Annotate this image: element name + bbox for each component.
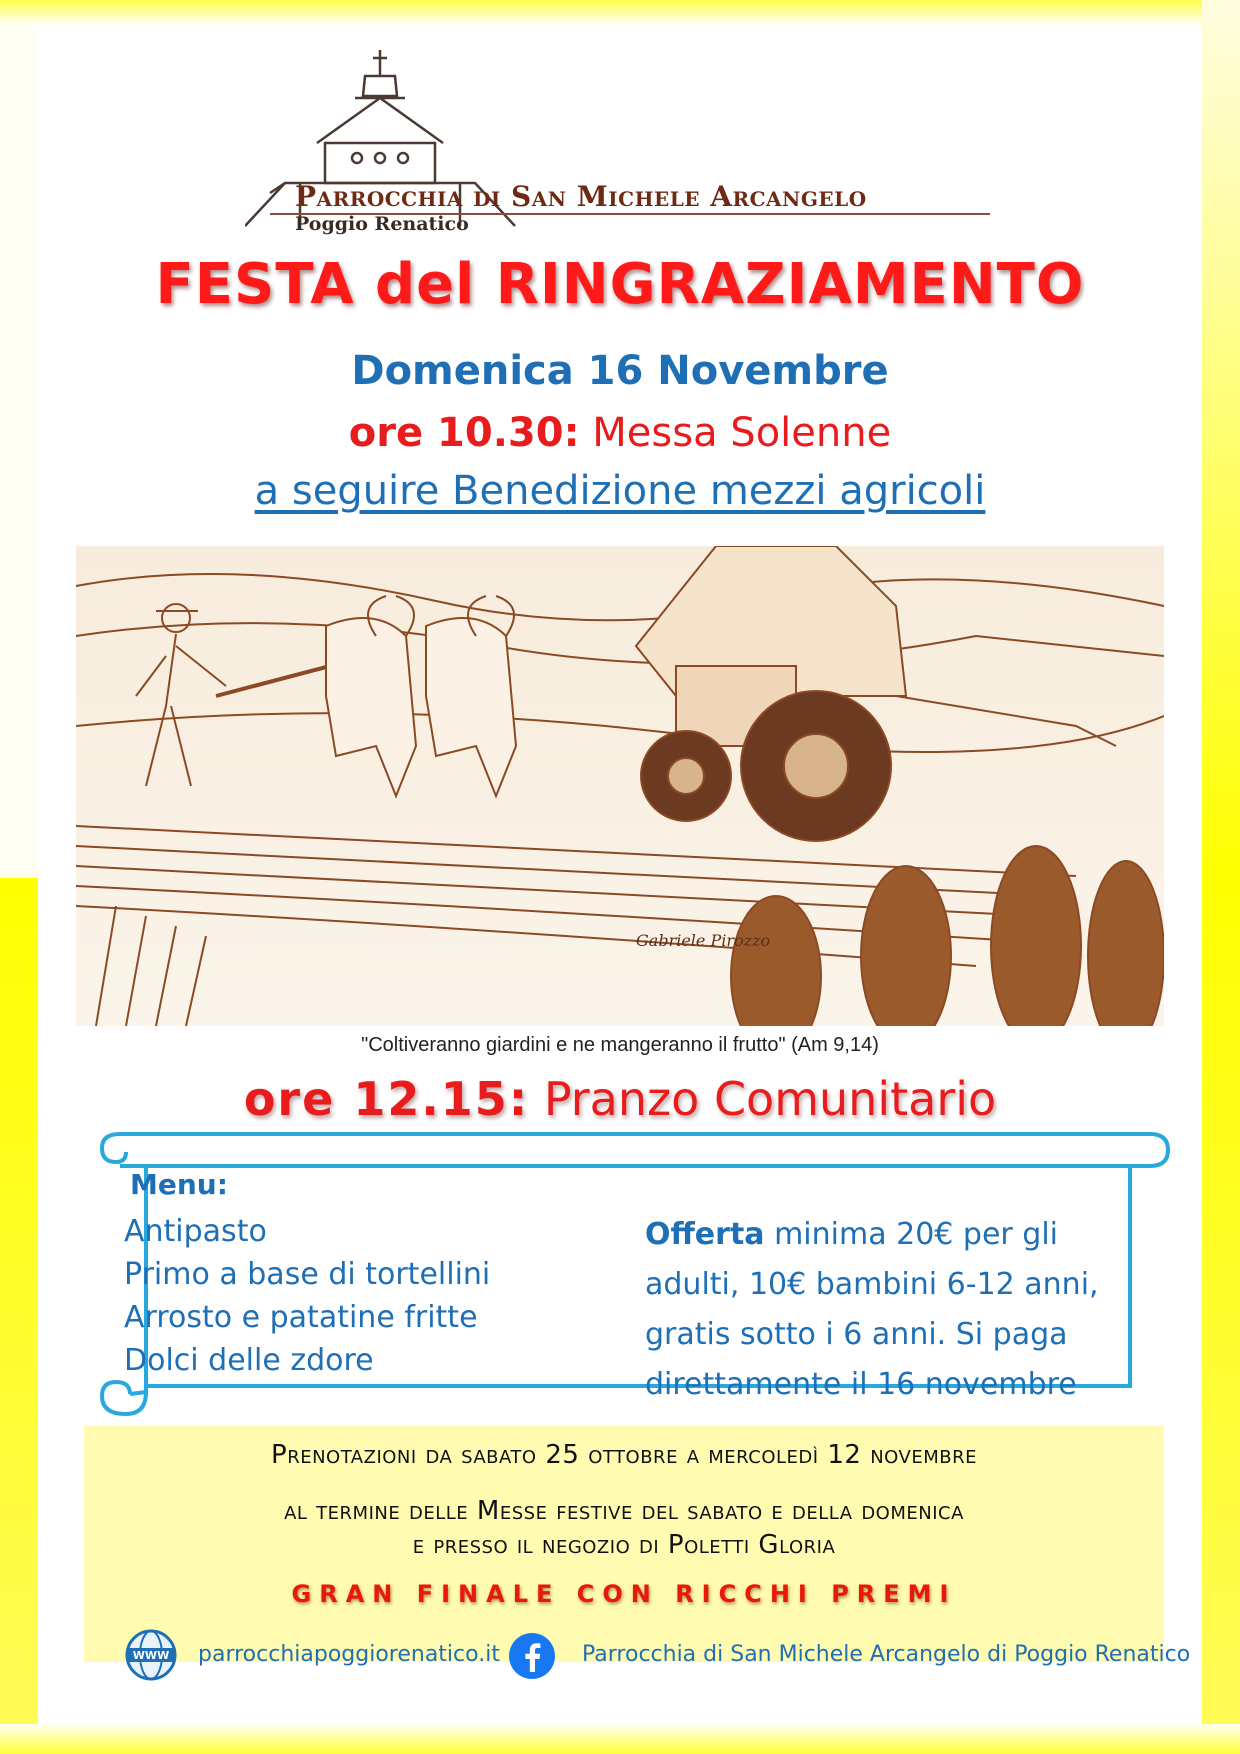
frame-bottom — [0, 1724, 1240, 1754]
blessing-line — [0, 468, 1240, 514]
offer-label: Offerta — [645, 1217, 765, 1252]
booking-where-1: al termine delle Messe festive del sabato e della domenica — [284, 1496, 964, 1526]
booking-where-2: e presso il negozio di Poletti Gloria — [412, 1530, 836, 1560]
frame-right — [1202, 878, 1240, 1754]
menu-list — [124, 1210, 490, 1382]
mass-label: Messa Solenne — [592, 410, 892, 456]
frame-top — [0, 0, 1240, 26]
booking-dates: Prenotazioni da sabato 25 ottobre a mercoledì 12 novembre — [271, 1440, 977, 1470]
menu-item: Dolci delle zdore — [124, 1343, 374, 1378]
event-date: Domenica 16 Novembre — [351, 348, 889, 394]
facebook-page-link[interactable]: Parrocchia di San Michele Arcangelo di Poggio Renatico — [582, 1642, 1191, 1667]
frame-left — [0, 878, 38, 1754]
menu-item: Arrosto e patatine fritte — [124, 1300, 478, 1335]
svg-text:WWW: WWW — [132, 1649, 170, 1662]
www-globe-icon — [124, 1628, 178, 1682]
farming-illustration — [76, 546, 1164, 1026]
mass-time: ore 10.30: — [348, 410, 580, 456]
menu-item: Antipasto — [124, 1214, 267, 1249]
website-link[interactable]: parrocchiapoggiorenatico.it — [198, 1642, 500, 1667]
lunch-label: Pranzo Comunitario — [543, 1072, 997, 1126]
prize-announcement: GRAN FINALE CON RICCHI PREMI — [291, 1580, 957, 1608]
offer-text — [645, 1210, 1105, 1410]
event-title: FESTA del RINGRAZIAMENTO — [155, 252, 1085, 317]
blessing-text: a seguire Benedizione mezzi agricoli — [254, 468, 986, 514]
booking-box — [84, 1426, 1164, 1662]
facebook-icon — [508, 1632, 556, 1680]
mass-line — [0, 410, 1240, 456]
parish-name: Parrocchia di San Michele Arcangelo — [295, 180, 867, 213]
menu-title: Menu: — [130, 1168, 228, 1201]
parish-town: Poggio Renatico — [295, 213, 469, 235]
artist-signature: Gabriele Pirozzo — [636, 931, 771, 950]
menu-item: Primo a base di tortellini — [124, 1257, 491, 1292]
lunch-line — [0, 1072, 1240, 1126]
lunch-time: ore 12.15: — [243, 1072, 530, 1126]
offer-details: minima 20€ per gli adulti, 10€ bambini 6-12 anni, gratis sotto i 6 anni. Si paga direttamente il 16 novembre — [645, 1217, 1099, 1402]
illustration-caption: "Coltiveranno giardini e ne mangeranno il frutto" (Am 9,14) — [361, 1034, 879, 1056]
